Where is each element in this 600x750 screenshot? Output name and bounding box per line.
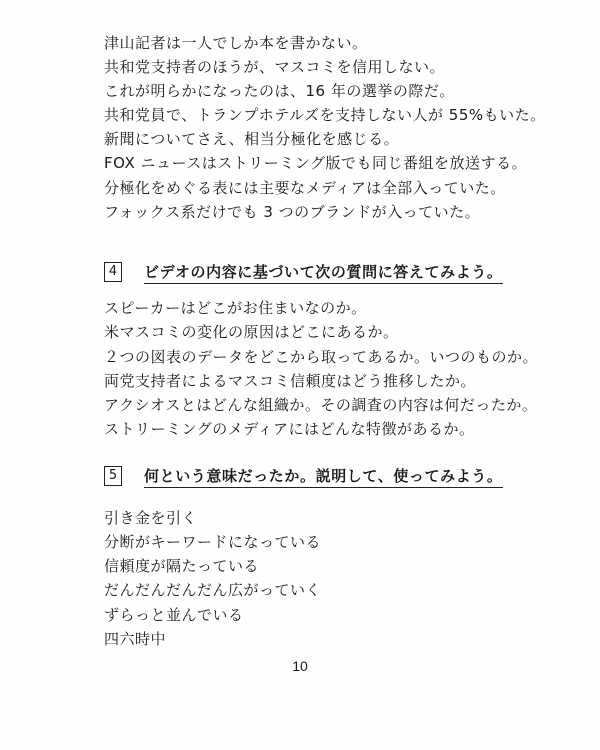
page-number: 10 xyxy=(292,658,308,674)
question-line: 米マスコミの変化の原因はどこにあるか。 xyxy=(104,323,399,341)
section-5-heading xyxy=(104,464,503,488)
section-heading-text: ビデオの内容に基づいて次の質問に答えてみよう。 xyxy=(144,261,503,284)
expression-line: 信頼度が隔たっている xyxy=(104,557,260,575)
section-number-box: 5 xyxy=(104,466,122,486)
question-line: スピーカーはどこがお住まいなのか。 xyxy=(104,299,367,317)
statement-line: 分極化をめぐる表には主要なメディアは全部入っていた。 xyxy=(104,179,506,197)
expression-line: 四六時中 xyxy=(104,630,167,648)
expression-line: 分断がキーワードになっている xyxy=(104,533,322,551)
section-heading-text: 何という意味だったか。説明して、使ってみよう。 xyxy=(144,465,503,488)
statement-line: これが明らかになったのは、16 年の選挙の際だ。 xyxy=(104,82,455,100)
expression-line: だんだんだんだん広がっていく xyxy=(104,581,322,599)
statement-line: 共和党支持者のほうが、マスコミを信用しない。 xyxy=(104,58,446,76)
statement-line: 津山記者は一人でしか本を書かない。 xyxy=(104,34,368,52)
statement-line: 共和党員で、トランプホテルズを支持しない人が 55%もいた。 xyxy=(104,106,546,124)
section-number-box: 4 xyxy=(104,262,122,282)
expression-line: 引き金を引く xyxy=(104,509,198,527)
statement-line: 新聞についてさえ、相当分極化を感じる。 xyxy=(104,130,400,148)
statement-line: フォックス系だけでも 3 つのブランドが入っていた。 xyxy=(104,203,481,221)
question-line: アクシオスとはどんな組織か。その調査の内容は何だったか。 xyxy=(104,396,538,414)
question-line: ストリーミングのメディアにはどんな特徴があるか。 xyxy=(104,420,475,438)
expression-line: ずらっと並んでいる xyxy=(104,606,244,624)
question-line: ２つの図表のデータをどこから取ってあるか。いつのものか。 xyxy=(104,348,539,366)
section-4-heading xyxy=(104,260,503,284)
question-line: 両党支持者によるマスコミ信頼度はどう推移したか。 xyxy=(104,372,477,390)
statement-line: FOX ニュースはストリーミング版でも同じ番組を放送する。 xyxy=(104,154,527,172)
